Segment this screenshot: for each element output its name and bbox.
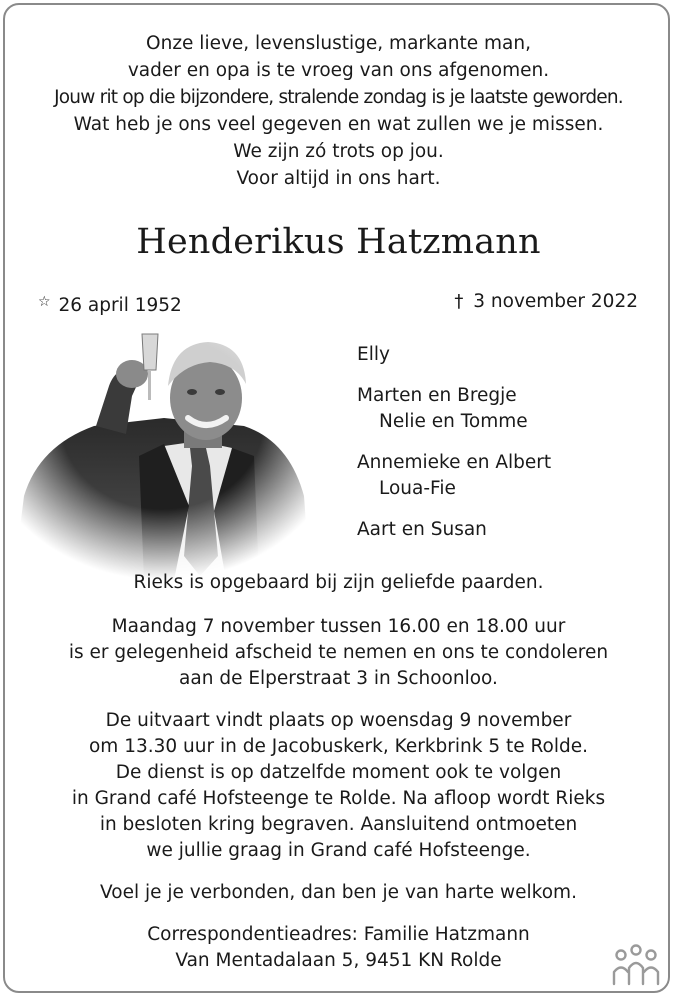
poem-line: We zijn zó trots op jou. — [233, 141, 444, 162]
funeral-line: in Grand café Hofsteenge te Rolde. Na afloop wordt Rieks — [71, 788, 606, 809]
funeral-line: om 13.30 uur in de Jacobuskerk, Kerkbrink 5 te Rolde. — [88, 736, 589, 757]
poem-line: Wat heb je ons veel gegeven en wat zullen we je missen. — [73, 114, 604, 135]
family-member: Elly — [357, 344, 390, 365]
cross-icon: † — [454, 291, 464, 312]
death-date-text: 3 november 2022 — [473, 291, 638, 312]
family-grandchildren: Nelie en Tomme — [379, 411, 528, 432]
condolence-info — [0, 614, 677, 692]
family-member: Marten en Bregje — [357, 385, 517, 406]
funeral-line: in besloten kring begraven. Aansluitend ontmoeten — [99, 814, 578, 835]
poem-line: Voor altijd in ons hart. — [236, 168, 441, 189]
family-member: Aart en Susan — [357, 519, 487, 540]
family-group — [357, 517, 551, 543]
address-line: Van Mentadalaan 5, 9451 KN Rolde — [175, 950, 502, 971]
family-member: Annemieke en Albert — [357, 452, 552, 473]
condolence-line: aan de Elperstraat 3 in Schoonloo. — [179, 668, 498, 689]
welcome-note: Voel je je verbonden, dan ben je van harte welkom. — [100, 882, 577, 903]
poem-line: vader en opa is te vroeg van ons afgenomen. — [127, 60, 550, 81]
condolence-line: is er gelegenheid afscheid te nemen en ons te condoleren — [68, 642, 609, 663]
birth-date-text: 26 april 1952 — [58, 295, 182, 316]
funeral-line: De dienst is op datzelfde moment ook te volgen — [115, 762, 562, 783]
poem-line: Jouw rit op die bijzondere, stralende zondag is je laatste geworden. — [54, 87, 623, 108]
birth-date — [38, 289, 182, 319]
family-people-icon — [609, 942, 663, 986]
address-line: Correspondentieadres: Familie Hatzmann — [147, 924, 530, 945]
portrait-photo — [14, 326, 310, 580]
family-grandchildren: Loua-Fie — [379, 478, 456, 499]
family-group — [357, 450, 551, 502]
family-group — [357, 383, 551, 435]
poem — [0, 30, 677, 192]
funeral-line: we jullie graag in Grand café Hofsteenge. — [146, 840, 531, 861]
funeral-line: De uitvaart vindt plaats op woensdag 9 november — [105, 710, 572, 731]
funeral-info — [0, 708, 677, 864]
family-group — [357, 342, 551, 368]
viewing-note: Rieks is opgebaard bij zijn geliefde paarden. — [133, 572, 544, 593]
deceased-name: Henderikus Hatzmann — [136, 222, 541, 262]
family-list — [357, 342, 551, 558]
condolence-line: Maandag 7 november tussen 16.00 en 18.00 uur — [111, 616, 566, 637]
poem-line: Onze lieve, levenslustige, markante man, — [146, 33, 531, 54]
death-date — [454, 289, 638, 315]
star-icon: ☆ — [38, 294, 51, 310]
correspondence-address — [0, 922, 677, 974]
